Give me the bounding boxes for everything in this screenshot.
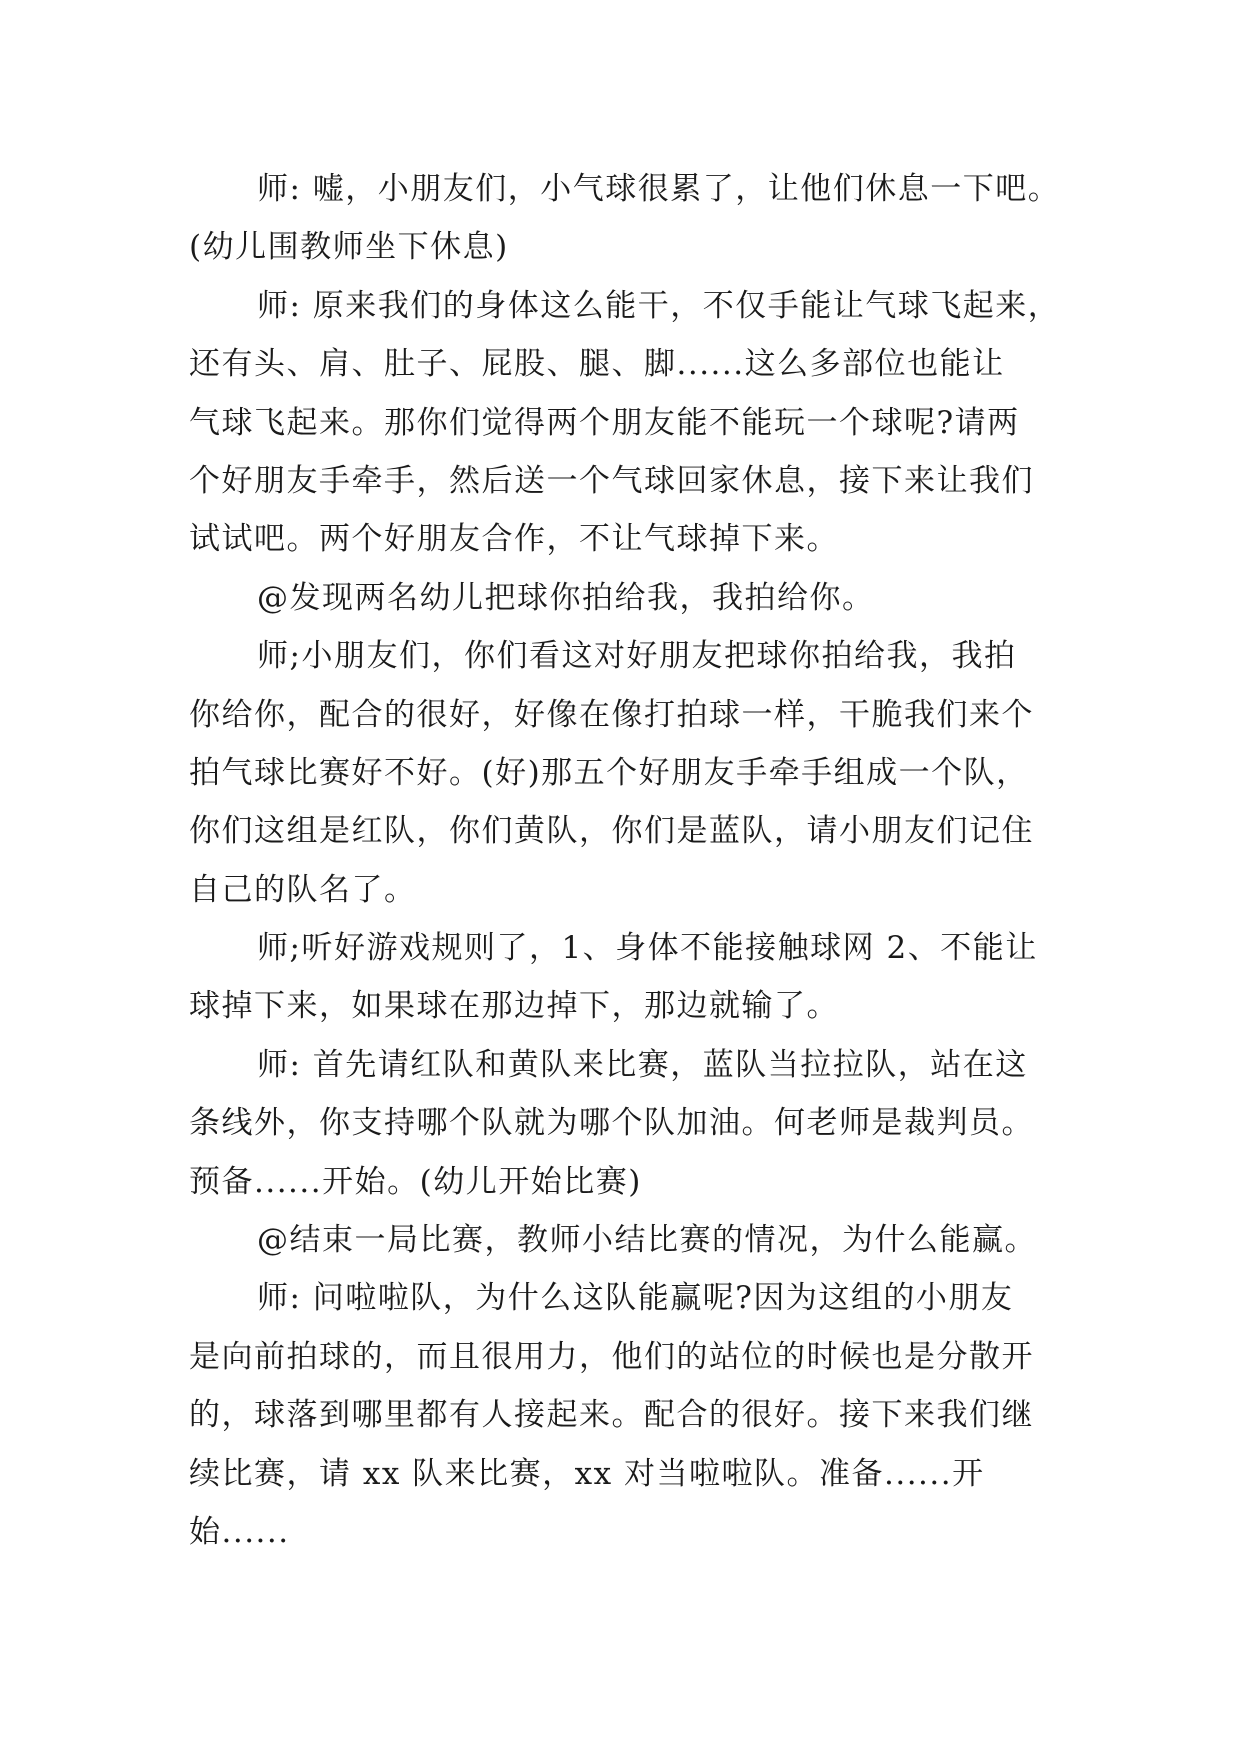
text-line: 试试吧。两个好朋友合作，不让气球掉下来。: [189, 521, 839, 558]
text-line: 的，球落到哪里都有人接起来。配合的很好。接下来我们继: [189, 1397, 1034, 1434]
text-line: (幼儿围教师坐下休息): [189, 229, 509, 266]
text-line: 还有头、肩、肚子、屁股、腿、脚......这么多部位也能让: [189, 346, 1005, 383]
text-line: 续比赛，请 xx 队来比赛，xx 对当啦啦队。准备......开: [189, 1455, 985, 1492]
text-line: 师: 原来我们的身体这么能干，不仅手能让气球飞起来，: [257, 287, 1061, 324]
text-line: 师: 首先请红队和黄队来比赛，蓝队当拉拉队，站在这: [257, 1046, 1028, 1083]
text-line: 始......: [189, 1513, 290, 1550]
text-line: 球掉下来，如果球在那边掉下，那边就输了。: [189, 988, 839, 1025]
text-line: 是向前拍球的，而且很用力，他们的站位的时候也是分散开: [189, 1338, 1034, 1375]
text-line: @结束一局比赛，教师小结比赛的情况，为什么能赢。: [257, 1222, 1037, 1259]
text-line: 你给你，配合的很好，好像在像打拍球一样，干脆我们来个: [189, 696, 1034, 733]
text-line: 预备......开始。(幼儿开始比赛): [189, 1163, 642, 1200]
text-line: 自己的队名了。: [189, 871, 417, 908]
text-line: 师;听好游戏规则了，1、身体不能接触球网 2、不能让: [257, 930, 1038, 967]
text-line: 个好朋友手牵手，然后送一个气球回家休息，接下来让我们: [189, 462, 1034, 499]
document-body: [189, 160, 1089, 1561]
text-line: 你们这组是红队，你们黄队，你们是蓝队，请小朋友们记住: [189, 813, 1034, 850]
text-line: 条线外，你支持哪个队就为哪个队加油。何老师是裁判员。: [189, 1105, 1034, 1142]
text-line: 气球飞起来。那你们觉得两个朋友能不能玩一个球呢?请两: [189, 404, 1020, 441]
text-line: 师: 嘘，小朋友们，小气球很累了，让他们休息一下吧。: [257, 171, 1061, 207]
text-line: 拍气球比赛好不好。(好)那五个好朋友手牵手组成一个队，: [189, 754, 1029, 791]
text-line: 师: 问啦啦队，为什么这队能赢呢?因为这组的小朋友: [257, 1280, 1014, 1317]
text-line: 师;小朋友们，你们看这对好朋友把球你拍给我，我拍: [257, 638, 1017, 675]
text-line: @发现两名幼儿把球你拍给我，我拍给你。: [257, 579, 875, 616]
